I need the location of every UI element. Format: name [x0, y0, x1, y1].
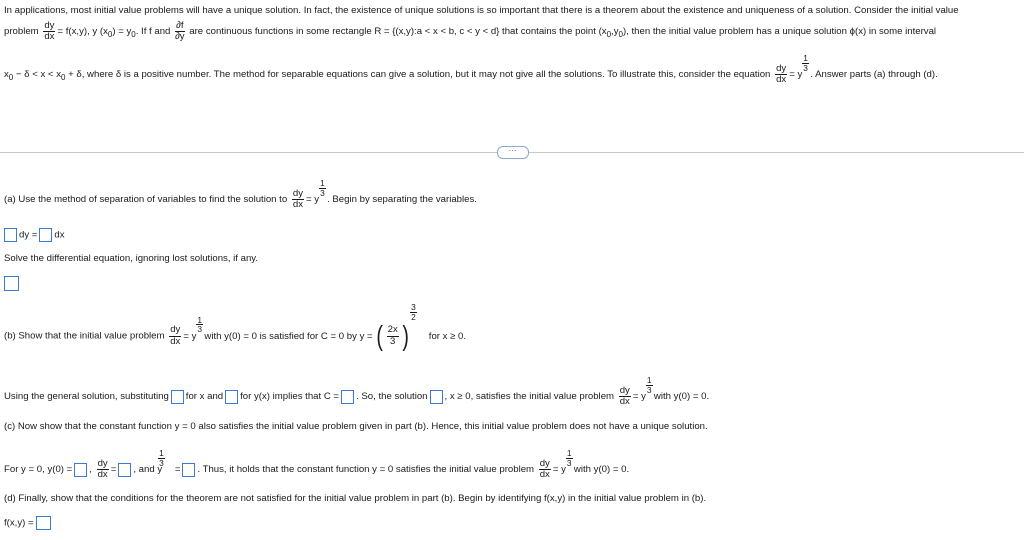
y-substitute-input[interactable]	[225, 390, 238, 404]
y-power-b: = y 1 3	[183, 314, 203, 342]
more-options-button[interactable]: ⋯	[497, 146, 529, 159]
two-x-over-three-power: ( $\frac{2x}{3}$ ) 3 2	[376, 302, 416, 351]
intro-line-1: In applications, most initial value problems will have a unique solution. In fact, the existence of unique solutions is so important that there is a theorem about the existence and uniqueness of a solution. Consider the initial value	[4, 5, 959, 16]
y0-sub: 0	[131, 30, 136, 39]
continuous-text: are continuous functions in some rectangle R = {(x,y):a < x < b, c < y < d} that contains the point	[189, 26, 596, 38]
for-yx-implies: for y(x) implies that C =	[240, 391, 340, 403]
part-a-text: (a) Use the method of separation of variables to find the solution to	[4, 194, 288, 206]
eq-sign-c2: =	[174, 464, 181, 476]
problem-word: problem	[4, 26, 39, 38]
dy-dx-fraction-b: $\frac{dy}{dx}$	[170, 324, 181, 347]
fxy-input[interactable]	[36, 516, 51, 530]
substitution-row	[4, 375, 710, 408]
dx-label: dx	[54, 229, 65, 241]
separation-row	[4, 228, 65, 242]
fxy-row	[4, 516, 53, 530]
y0-value-input[interactable]	[74, 463, 87, 477]
if-f-and: . If f and	[135, 26, 171, 38]
derivative-value-input[interactable]	[118, 463, 131, 477]
y-power-one-third: = y 1 3	[789, 53, 808, 81]
x0-a: x	[4, 69, 9, 81]
dy-coefficient-input[interactable]	[4, 228, 17, 242]
with-y0-c: with y(0) = 0.	[573, 464, 630, 476]
y-power-a: = y 1 3	[306, 178, 325, 206]
x0-b-sub: 0	[61, 73, 66, 82]
method-text: + δ, where δ is a positive number. The method for separable equations can give a solution, but it may not give all the solutions. To illustrate this, consider the equation	[65, 69, 771, 81]
solve-instruction: Solve the differential equation, ignoring lost solutions, if any.	[4, 253, 259, 264]
dy-dx-fraction-a: $\frac{dy}{dx}$	[292, 188, 303, 211]
and-y: , and y	[133, 464, 163, 476]
dx-coefficient-input[interactable]	[39, 228, 52, 242]
x0-a-sub: 0	[8, 73, 14, 82]
part-a-prompt	[4, 178, 477, 211]
part-d-prompt: (d) Finally, show that the conditions for the theorem are not satisfied for the initial value problem in part (b). Begin by identifying f(x,y) in the initial value problem in (b).	[4, 493, 707, 504]
thus-text: . Thus, it holds that the constant function y = 0 satisfies the initial value problem	[197, 464, 535, 476]
dy-dx-fraction-2: $\frac{dy}{dx}$	[776, 63, 787, 86]
y-power-value-input[interactable]	[182, 463, 195, 477]
delta-range: − δ < x < x	[13, 69, 61, 81]
then-text: , then the initial value problem has a unique solution ϕ(x) in some interval	[626, 26, 937, 38]
so-solution: . So, the solution	[356, 391, 428, 403]
dy-equals: dy =	[19, 229, 38, 241]
with-y0-b: with y(0) = 0.	[653, 391, 710, 403]
y-power-c2: = y 1 3	[552, 448, 572, 476]
part-c-prompt: (c) Now show that the constant function y = 0 also satisfies the initial value problem given in part (b). Hence, this initial value problem does not have a unique solution.	[4, 421, 708, 432]
fxy-label: f(x,y) =	[4, 517, 34, 529]
for-y-zero: For y = 0, y(0) =	[4, 464, 73, 476]
solution-b-input[interactable]	[430, 390, 443, 404]
eq-y0: ) = y	[112, 26, 132, 38]
y-power-b2: = y 1 3	[632, 375, 652, 403]
dy-dx-fraction: $\frac{dy}{dx}$	[44, 20, 55, 43]
solution-input[interactable]	[4, 276, 19, 291]
dy-dx-fraction-c: $\frac{dy}{dx}$	[97, 458, 108, 481]
x-ge-zero: , x ≥ 0, satisfies the initial value problem	[444, 391, 615, 403]
dy-dx-fraction-c2: $\frac{dy}{dx}$	[539, 458, 550, 481]
c-value-input[interactable]	[341, 390, 354, 404]
using-general: Using the general solution, substituting	[4, 391, 169, 403]
for-x-nonneg: for x ≥ 0.	[428, 330, 467, 342]
point-x0y0: $(x_0,y_0)$	[598, 26, 627, 39]
x0-open: (x	[99, 26, 108, 38]
with-condition: with y(0) = 0 is satisfied for C = 0 by y =	[204, 330, 373, 342]
y-power-c: 1 3	[159, 448, 164, 468]
eq-sign-c: =	[110, 464, 117, 476]
f-of-xy: = f(x,y), y	[57, 26, 98, 38]
begin-separating: . Begin by separating the variables.	[327, 194, 477, 206]
part-b-prompt	[4, 302, 467, 351]
x0-sub: 0	[107, 30, 113, 39]
part-c-row: For y = 0, y(0) = , $\frac{dy}{dx}$ = , and y 1 3 = . Thus, it holds that the constant function y = 0 satisfies the initial value problem $\frac{dy}{dx}$ = y 1 3 with y(0) = 0.	[4, 448, 630, 481]
part-b-text: (b) Show that the initial value problem	[4, 330, 165, 342]
intro-line-2	[4, 21, 936, 42]
for-x-and: for x and	[185, 391, 224, 403]
dy-dx-fraction-b2: $\frac{dy}{dx}$	[619, 385, 630, 408]
partial-f-fraction: $\frac{\partial f}{\partial y}$	[175, 20, 185, 43]
intro-line-3	[4, 53, 938, 86]
answer-text: . Answer parts (a) through (d).	[810, 69, 938, 81]
x-substitute-input[interactable]	[171, 390, 184, 404]
